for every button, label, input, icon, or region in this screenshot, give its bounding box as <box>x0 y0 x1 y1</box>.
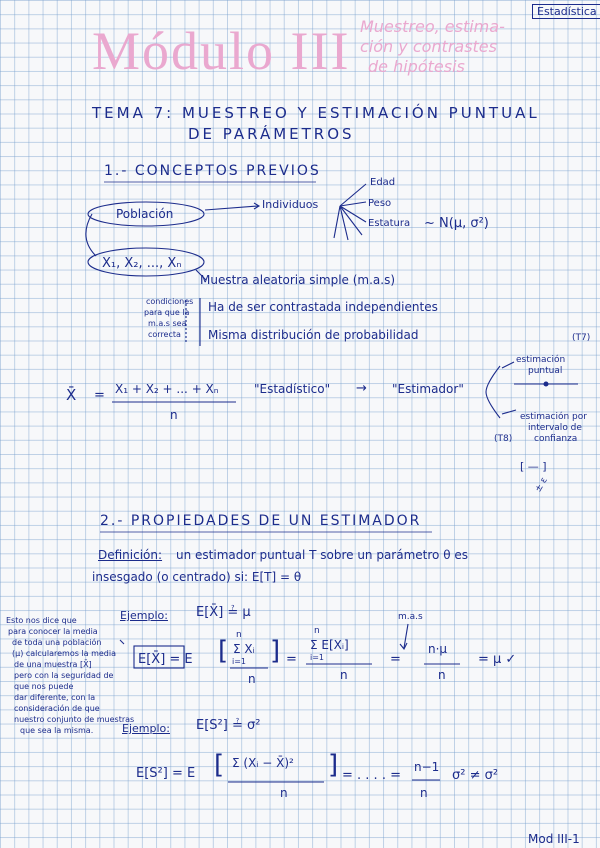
left-note-2: para conocer la media <box>8 627 98 636</box>
module-subtitle-3: de hipótesis <box>368 57 465 76</box>
example1-claim: E[X̄] ≟ μ <box>196 605 251 620</box>
attr-estatura: Estatura <box>368 218 411 229</box>
left-note-10: nuestro conjunto de muestras <box>14 715 135 724</box>
t8-label: (T8) <box>494 434 513 444</box>
intervalo-line2: intervalo de <box>528 423 582 433</box>
side-note-3: m.a.s sea <box>148 319 187 328</box>
attr-peso: Peso <box>368 198 392 209</box>
mas-tag: m.a.s <box>398 612 423 622</box>
ex1-bracket-open: [ <box>218 636 229 666</box>
ex2-bracket-open: [ <box>214 750 225 780</box>
definition-text-2: insesgado (o centrado) si: E[T] = θ <box>92 570 302 584</box>
xbar-symbol: X̄ <box>66 386 77 404</box>
t7-label: (T7) <box>572 333 591 343</box>
module-title: Módulo III <box>92 21 351 81</box>
side-note-1: condiciones <box>146 297 194 306</box>
condition-2: Misma distribución de probabilidad <box>208 328 419 342</box>
example2-claim: E[S²] ≟ σ² <box>196 718 261 733</box>
left-note-8: dar diferente, con la <box>14 693 96 702</box>
ex2-lhs: E[S²] = E <box>136 766 196 781</box>
ex2-frac-num: n−1 <box>414 760 440 774</box>
intervalo-line1: estimación por <box>520 412 587 422</box>
ex1-eq1: = <box>286 652 297 667</box>
xbar-denominator: n <box>170 408 178 422</box>
ci-brackets: [ — ] <box>520 460 547 473</box>
ex1-eq2: = <box>390 652 401 667</box>
condition-1: Ha de ser contrastada independientes <box>208 300 438 314</box>
ex1-sum-top: n <box>236 630 242 640</box>
ex1-mid-top: n <box>314 626 320 636</box>
estadistico-label: "Estadístico" <box>254 382 331 396</box>
left-note-3: de toda una población <box>12 638 102 647</box>
module-subtitle-2: ción y contrastes <box>360 37 497 56</box>
estimator-arrow: → <box>356 381 367 396</box>
definition-text-1: un estimador puntual T sobre un parámetro θ es <box>176 548 468 562</box>
estimador-label: "Estimador" <box>392 382 464 396</box>
puntual-line2: puntual <box>528 366 563 376</box>
ex2-frac-den: n <box>420 786 428 800</box>
ex2-bracket-close: ] <box>328 750 339 780</box>
ci-note: ± ε <box>533 475 550 495</box>
side-note-4: correcta <box>148 330 181 339</box>
ex1-den: n <box>248 672 256 686</box>
section2-title: 2.- PROPIEDADES DE UN ESTIMADOR <box>100 513 422 529</box>
topic-title-line1: TEMA 7: MUESTREO Y ESTIMACIÓN PUNTUAL <box>92 104 540 122</box>
normal-distribution: ~ N(μ, σ²) <box>424 216 489 231</box>
definition-label: Definición: <box>98 548 163 562</box>
ex1-result: = μ ✓ <box>478 652 517 667</box>
ex2-result: σ² ≠ σ² <box>452 768 499 783</box>
ex1-bracket-close: ] <box>270 636 281 666</box>
ex2-dots: = . . . . = <box>342 768 401 783</box>
equals-sign: = <box>94 388 105 403</box>
left-note-1: Esto nos dice que <box>6 616 77 625</box>
left-note-4: (μ) calcularemos la media <box>12 649 117 658</box>
ex1-sum: Σ Xᵢ <box>233 642 255 656</box>
puntual-line1: estimación <box>516 355 566 365</box>
ex1-rhs: n·μ <box>428 642 448 656</box>
ex1-mid-den: n <box>340 668 348 682</box>
ex2-den: n <box>280 786 288 800</box>
ex1-lhs: E[X̄] = E <box>138 652 193 667</box>
ex1-sum-bottom: i=1 <box>232 657 247 666</box>
side-note-2: para que la <box>144 308 190 317</box>
left-note-7: que nos puede <box>14 682 74 691</box>
topic-title-line2: DE PARÁMETROS <box>188 125 355 143</box>
page-number: Mod III-1 <box>528 832 580 846</box>
module-subtitle-1: Muestreo, estima- <box>360 17 505 36</box>
xbar-numerator: X₁ + X₂ + ... + Xₙ <box>115 382 219 396</box>
ex2-num: Σ (Xᵢ − X̄)² <box>232 756 294 770</box>
attr-edad: Edad <box>370 177 396 188</box>
left-note-9: consideración de que <box>14 704 100 713</box>
section1-title: 1.- CONCEPTOS PREVIOS <box>104 163 321 179</box>
left-note-6: pero con la seguridad de <box>14 671 114 680</box>
sample-vars: X₁, X₂, ..., Xₙ <box>102 256 182 271</box>
poblacion-label: Población <box>116 207 174 221</box>
subject-tag: Estadística <box>532 4 600 19</box>
example1-label: Ejemplo: <box>120 609 168 622</box>
individuos-label: Individuos <box>262 198 319 211</box>
left-note-5: de una muestra [X̄] <box>14 660 92 669</box>
intervalo-line3: confianza <box>534 434 578 444</box>
left-note-11: que sea la misma. <box>20 726 94 735</box>
mas-label: Muestra aleatoria simple (m.a.s) <box>200 273 396 287</box>
ex1-mid: Σ E[Xᵢ] <box>310 638 349 652</box>
ex1-rhs-den: n <box>438 668 446 682</box>
example2-label: Ejemplo: <box>122 722 170 735</box>
ex1-mid-bottom: i=1 <box>310 653 325 662</box>
